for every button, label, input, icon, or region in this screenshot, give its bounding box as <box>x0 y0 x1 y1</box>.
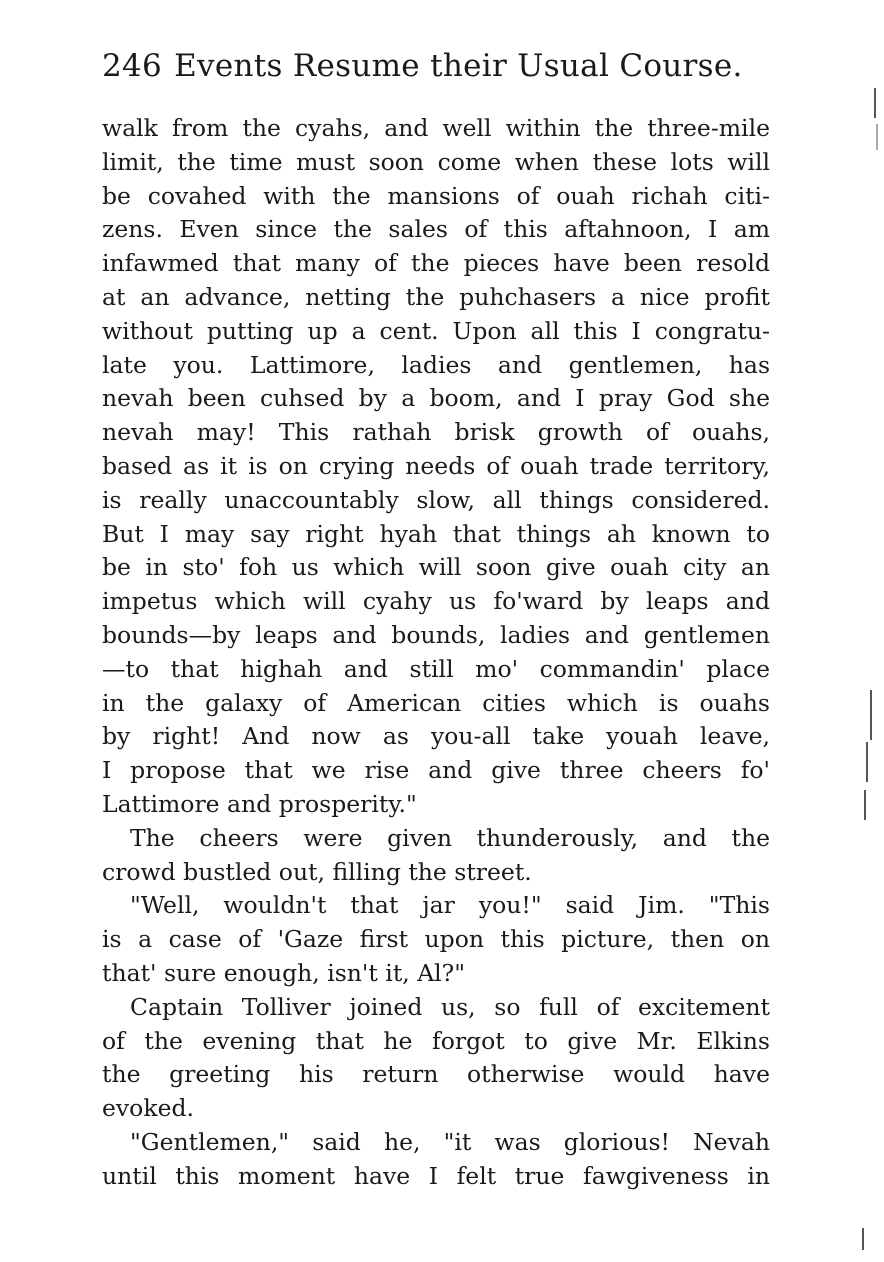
text-line: of the evening that he forgot to give Mr. Elkins <box>102 1026 770 1055</box>
text-line: walk from the cyahs, and well within the three-mile <box>102 114 770 142</box>
text-line: until this moment have I felt true fawgiveness in <box>102 1161 770 1190</box>
scan-mark <box>866 742 868 782</box>
scan-mark <box>870 690 872 740</box>
text-line: the greeting his return otherwise would have <box>102 1060 770 1089</box>
text-line: late you. Lattimore, ladies and gentlemen, has <box>102 350 770 379</box>
text-line: impetus which will cyahy us fo'ward by leaps and <box>102 587 770 616</box>
text-line: But I may say right hyah that things ah known to <box>102 519 770 548</box>
text-line: at an advance, netting the puhchasers a nice profit <box>102 282 770 311</box>
text-line: Lattimore and prosperity." <box>102 789 417 818</box>
text-line: limit, the time must soon come when these lots will <box>102 147 770 176</box>
text-line: Captain Tolliver joined us, so full of excitement <box>130 992 770 1021</box>
scan-mark <box>876 124 878 150</box>
text-line: zens. Even since the sales of this aftahnoon, I am <box>102 215 770 244</box>
body-text <box>102 112 770 1194</box>
text-line: —to that highah and still mo' commandin' place <box>102 654 770 683</box>
text-line: without putting up a cent. Upon all this I congratu- <box>102 316 770 345</box>
text-line: "Well, wouldn't that jar you!" said Jim. "This <box>130 891 770 920</box>
text-line: infawmed that many of the pieces have been resold <box>102 249 770 278</box>
text-line: by right! And now as you-all take youah leave, <box>102 722 770 751</box>
page-number: 246 <box>102 48 163 84</box>
running-head <box>102 46 770 86</box>
text-line: that' sure enough, isn't it, Al?" <box>102 958 466 987</box>
scan-mark <box>874 88 876 118</box>
text-line: crowd bustled out, filling the street. <box>102 857 532 886</box>
text-line: bounds—by leaps and bounds, ladies and gentlemen <box>102 620 770 649</box>
text-line: nevah been cuhsed by a boom, and I pray God she <box>102 384 770 413</box>
scan-mark <box>864 790 866 820</box>
text-line: evoked. <box>102 1094 194 1123</box>
text-line: The cheers were given thunderously, and the <box>130 823 770 852</box>
text-line: be covahed with the mansions of ouah richah citi- <box>102 181 770 210</box>
text-line: "Gentlemen," said he, "it was glorious! Nevah <box>130 1127 770 1156</box>
text-line: nevah may! This rathah brisk growth of ouahs, <box>102 418 770 447</box>
text-line: I propose that we rise and give three cheers fo' <box>102 756 770 785</box>
running-head-title: Events Resume their Usual Course. <box>174 48 743 84</box>
text-line: in the galaxy of American cities which is ouahs <box>102 688 770 717</box>
scan-mark <box>862 1228 864 1250</box>
text-line: be in sto' foh us which will soon give ouah city an <box>102 553 770 582</box>
text-line: based as it is on crying needs of ouah trade territory, <box>102 451 770 480</box>
text-line: is a case of 'Gaze first upon this picture, then on <box>102 925 770 954</box>
text-line: is really unaccountably slow, all things considered. <box>102 485 770 514</box>
